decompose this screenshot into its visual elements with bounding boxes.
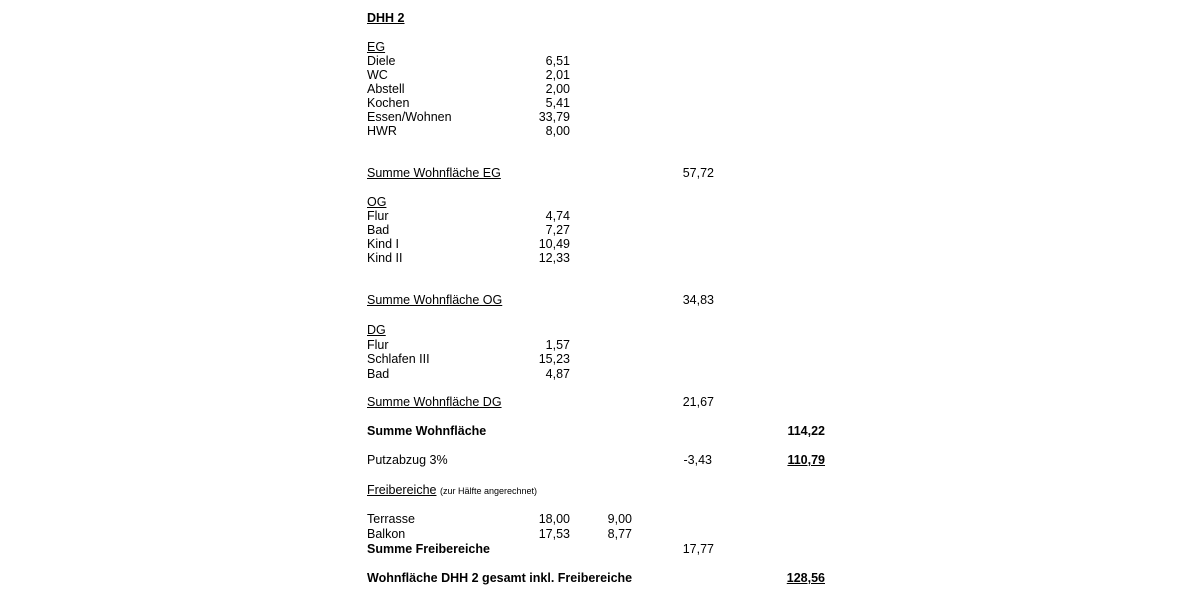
total-value: 114,22 [787,424,825,438]
frei-half-area: 9,00 [607,512,632,526]
room-area: 15,23 [538,352,570,366]
sum-label-eg: Summe Wohnfläche EG [367,166,501,180]
freibereiche-heading: Freibereiche [367,483,437,497]
net-area-value: 110,79 [787,453,825,467]
putzabzug-value: -3,43 [683,453,712,467]
section-heading-og: OG [367,195,387,209]
room-name: Kind II [367,251,403,265]
room-name: Flur [367,338,389,352]
room-area: 2,01 [545,68,570,82]
frei-area: 17,53 [538,527,570,541]
putzabzug-label: Putzabzug 3% [367,453,448,467]
document-title: DHH 2 [367,11,405,25]
room-name: Schlafen III [367,352,430,366]
room-area: 12,33 [538,251,570,265]
frei-sum-value: 17,77 [682,542,714,556]
room-name: Kochen [367,96,410,110]
grand-total-label: Wohnfläche DHH 2 gesamt inkl. Freibereiche [367,571,633,585]
sum-label-dg: Summe Wohnfläche DG [367,395,502,409]
room-area: 4,74 [545,209,570,223]
total-label: Summe Wohnfläche [367,424,487,438]
sum-value-eg: 57,72 [682,166,714,180]
room-area: 10,49 [538,237,570,251]
room-area: 1,57 [545,338,570,352]
sum-label-og: Summe Wohnfläche OG [367,293,503,307]
freibereiche-heading-line [367,483,537,498]
room-area: 6,51 [545,54,570,68]
sum-value-og: 34,83 [682,293,714,307]
room-area: 7,27 [545,223,570,237]
section-heading-eg: EG [367,40,386,54]
section-heading-dg: DG [367,323,386,337]
room-name: Essen/Wohnen [367,110,452,124]
room-name: Diele [367,54,396,68]
room-area: 4,87 [545,367,570,381]
room-name: WC [367,68,388,82]
room-area: 33,79 [538,110,570,124]
frei-name: Terrasse [367,512,415,526]
room-name: Bad [367,367,390,381]
room-name: Kind I [367,237,399,251]
room-name: HWR [367,124,397,138]
room-area: 8,00 [545,124,570,138]
freibereiche-note: (zur Hälfte angerechnet) [439,486,538,496]
sum-value-dg: 21,67 [682,395,714,409]
room-name: Bad [367,223,390,237]
room-name: Flur [367,209,389,223]
room-area: 5,41 [545,96,570,110]
room-name: Abstell [367,82,405,96]
frei-name: Balkon [367,527,406,541]
frei-area: 18,00 [538,512,570,526]
frei-sum-label: Summe Freibereiche [367,542,490,556]
grand-total-value: 128,56 [786,571,825,585]
frei-half-area: 8,77 [607,527,632,541]
room-area: 2,00 [545,82,570,96]
